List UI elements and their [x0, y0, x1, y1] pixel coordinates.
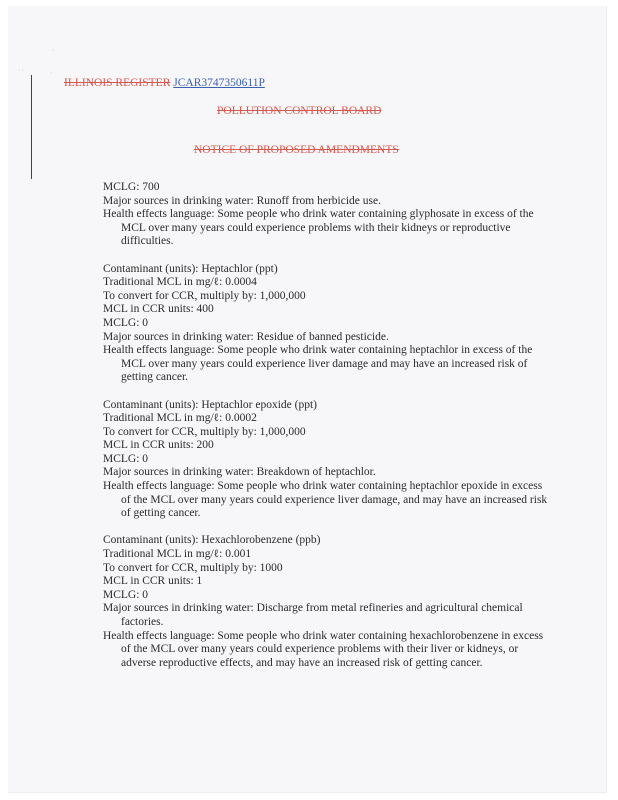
- sources-line: Major sources in drinking water: Discharge from metal refineries and agricultural chemical factories.: [103, 602, 523, 628]
- mclg-line: MCLG: 0: [103, 316, 149, 329]
- register-inserted-text: JCAR3747350611P: [173, 77, 265, 89]
- sources-line: Major sources in drinking water: Breakdown of heptachlor.: [103, 466, 376, 479]
- document-body: [103, 181, 553, 670]
- notice-header: NOTICE OF PROPOSED AMENDMENTS: [194, 144, 399, 156]
- convert-line: To convert for CCR, multiply by: 1,000,000: [103, 289, 306, 302]
- scan-speck: ·: [50, 70, 52, 76]
- mcl-ccr-line: MCL in CCR units: 400: [103, 303, 214, 316]
- mclg-line: MCLG: 700: [103, 181, 160, 193]
- health-effects-line: Health effects language: Some people who drink water containing hexachlorobenzene in excess of the MCL over many years could experience problems with their liver or kidneys, or adverse reproductive effects, and may have an increased risk of getting cancer.: [103, 629, 544, 669]
- traditional-mcl-line: Traditional MCL in mg/ℓ: 0.0004: [103, 276, 257, 289]
- contaminant-entry: [103, 263, 553, 385]
- health-effects-line: Health effects language: Some people who drink water containing glyphosate in excess of the MCL over many years could experience problems with their kidneys or reproductive difficulties.: [103, 208, 534, 248]
- scan-speck: · ·: [18, 68, 24, 74]
- traditional-mcl-line: Traditional MCL in mg/ℓ: 0.001: [103, 548, 252, 561]
- mcl-ccr-line: MCL in CCR units: 1: [103, 575, 203, 588]
- contaminant-name-line: Contaminant (units): Heptachlor epoxide (ppt): [103, 398, 317, 411]
- sources-line: Major sources in drinking water: Runoff from herbicide use.: [103, 194, 381, 207]
- mclg-line: MCLG: 0: [103, 452, 149, 465]
- contaminant-entry: [103, 534, 553, 670]
- convert-line: To convert for CCR, multiply by: 1,000,000: [103, 425, 306, 438]
- revision-margin-bar: [31, 75, 32, 179]
- contaminant-name-line: Contaminant (units): Hexachlorobenzene (ppb): [103, 534, 321, 547]
- health-effects-line: Health effects language: Some people who drink water containing heptachlor epoxide in excess of the MCL over many years could experience liver damage, and may have an increased risk of getting cancer.: [103, 480, 548, 520]
- contaminant-name-line: Contaminant (units): Heptachlor (ppt): [103, 262, 278, 275]
- board-header: POLLUTION CONTROL BOARD: [217, 105, 382, 117]
- glyphosate-continuation: [103, 181, 553, 249]
- contaminant-entry: [103, 399, 553, 521]
- register-header: [64, 76, 265, 90]
- mclg-line: MCLG: 0: [103, 588, 149, 601]
- convert-line: To convert for CCR, multiply by: 1000: [103, 561, 283, 574]
- health-effects-line: Health effects language: Some people who drink water containing heptachlor in excess of the MCL over many years could experience liver damage and may have an increased risk of getting cancer.: [103, 344, 533, 384]
- traditional-mcl-line: Traditional MCL in mg/ℓ: 0.0002: [103, 412, 257, 425]
- mcl-ccr-line: MCL in CCR units: 200: [103, 439, 214, 452]
- register-struck-text: ILLINOIS REGISTER: [64, 77, 171, 89]
- scan-speck: ·: [52, 48, 54, 54]
- sources-line: Major sources in drinking water: Residue of banned pesticide.: [103, 330, 389, 343]
